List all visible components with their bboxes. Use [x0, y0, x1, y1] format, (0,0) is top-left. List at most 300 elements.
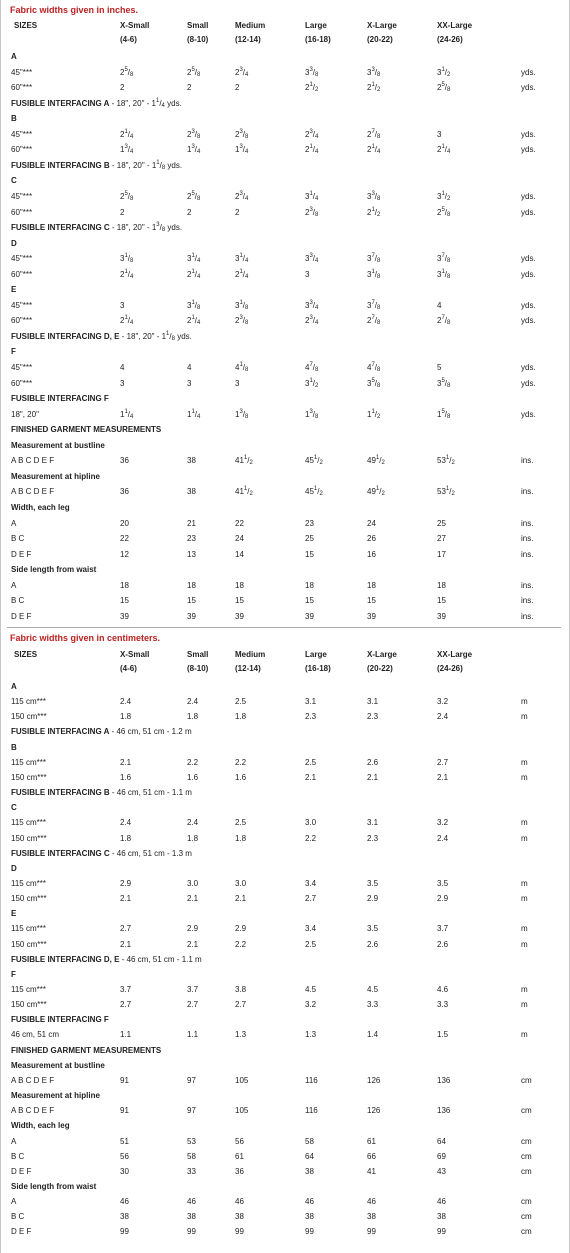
value-cell: $3^1/_4$: [187, 253, 201, 265]
value-cell: 2.7: [235, 1000, 247, 1010]
group-label-text: Width, each leg: [11, 502, 70, 512]
value-cell: $2^7/_8$: [437, 315, 451, 327]
value-cell: 36: [235, 1166, 244, 1176]
group-label: [11, 786, 192, 800]
value-cell: 2.9: [437, 894, 449, 904]
value-cell: 3.5: [367, 924, 379, 934]
row-label: 46 cm, 51 cm: [11, 1030, 60, 1040]
table-row: [1, 66, 570, 80]
value-cell: 2.7: [120, 924, 132, 934]
unit-cell: ins.: [521, 534, 534, 544]
row-label: 150 cm***: [11, 894, 47, 904]
table-row: [1, 1150, 570, 1164]
group-label-text: Measurement at hipline: [11, 471, 100, 481]
row-label: B C: [11, 534, 25, 544]
value-cell: 2.2: [305, 833, 317, 843]
row-label: 115 cm***: [11, 878, 46, 888]
group-label: [11, 847, 192, 861]
value-cell: 12: [120, 549, 129, 559]
value-cell: $1^3/_8$: [235, 408, 249, 420]
unit-cell: yds.: [521, 254, 536, 264]
value-cell: 3.1: [305, 697, 317, 707]
value-cell: $3^7/_8$: [367, 253, 381, 265]
group-label-detail: - 18", 20" - $1^1/_8$ yds.: [109, 159, 183, 171]
unit-cell: cm: [521, 1075, 532, 1085]
value-cell: $1^3/_4$: [187, 144, 201, 156]
value-cell: $4^7/_8$: [305, 362, 319, 373]
value-cell: 61: [367, 1136, 376, 1146]
table-row: [1, 485, 570, 499]
table-row: [1, 922, 570, 936]
row-label: B C: [11, 1151, 25, 1161]
value-cell: 38: [187, 1212, 196, 1222]
row-label: 45"***: [11, 191, 33, 201]
value-cell: 99: [437, 1227, 446, 1237]
unit-cell: m: [521, 757, 528, 767]
value-cell: 2.6: [367, 939, 379, 949]
value-cell: 97: [187, 1106, 196, 1116]
unit-cell: m: [521, 985, 528, 994]
value-cell: 15: [367, 596, 376, 606]
table-row: [1, 143, 570, 157]
value-cell: 22: [120, 534, 129, 544]
value-cell: 2.9: [187, 924, 199, 934]
value-cell: 2: [235, 207, 240, 217]
group-label-text: FINISHED GARMENT MEASUREMENTS: [11, 425, 162, 435]
value-cell: $3^1/_8$: [187, 299, 201, 311]
table-row: [1, 408, 570, 422]
value-cell: 56: [120, 1151, 129, 1161]
table-row: [1, 190, 570, 204]
section-divider: [7, 627, 561, 628]
size-name: Medium: [235, 650, 266, 659]
table-row: [1, 548, 570, 562]
value-cell: 26: [367, 534, 376, 544]
value-cell: 2.4: [120, 697, 132, 707]
group-label: [11, 1013, 109, 1027]
value-cell: 3.2: [305, 1000, 317, 1010]
unit-cell: ins.: [521, 580, 534, 590]
group-label-detail: - 46 cm, 51 cm - 1.1 m: [119, 954, 202, 964]
value-cell: 1.8: [187, 833, 199, 843]
sizes-header: SIZES: [14, 21, 38, 30]
group-label-text: D: [11, 238, 17, 248]
value-cell: 1.8: [120, 712, 132, 722]
section-title: Fabric widths given in centimeters.: [10, 633, 161, 643]
row-label: 115 cm***: [11, 697, 46, 707]
size-column-header: [235, 19, 265, 47]
value-cell: 3: [120, 300, 125, 310]
unit-cell: yds.: [521, 129, 536, 139]
table-row: [1, 1104, 570, 1118]
size-name: X-Small: [120, 650, 150, 659]
size-range: (16-18): [305, 664, 331, 673]
value-cell: 21: [187, 518, 196, 528]
value-cell: 2.1: [120, 757, 132, 767]
group-label: [11, 392, 109, 406]
size-range: (24-26): [437, 35, 463, 44]
size-column-header: [367, 648, 397, 676]
value-cell: $4^7/_8$: [367, 362, 381, 373]
value-cell: 23: [187, 534, 196, 544]
value-cell: $3^7/_8$: [437, 253, 451, 265]
value-cell: 99: [235, 1227, 244, 1237]
value-cell: 2.3: [367, 712, 379, 722]
value-cell: 15: [305, 596, 314, 606]
value-cell: $1^3/_4$: [235, 144, 249, 156]
size-range: (20-22): [367, 35, 393, 44]
value-cell: $2^3/_4$: [235, 66, 249, 78]
value-cell: 3.7: [437, 924, 449, 934]
value-cell: $2^7/_8$: [367, 315, 381, 327]
row-label: D E F: [11, 1227, 32, 1237]
group-label: [11, 283, 16, 297]
table-row: [1, 454, 570, 468]
size-range: (8-10): [187, 35, 209, 44]
value-cell: 2.2: [235, 757, 247, 767]
row-label: D E F: [11, 611, 32, 621]
value-cell: $3^5/_8$: [367, 377, 381, 389]
value-cell: 30: [120, 1166, 129, 1176]
value-cell: 91: [120, 1106, 129, 1116]
unit-cell: yds.: [521, 378, 536, 388]
value-cell: 136: [437, 1106, 451, 1116]
group-label: [11, 97, 182, 111]
group-label: [11, 345, 16, 359]
value-cell: 64: [437, 1136, 446, 1146]
group-label-text: Side length from waist: [11, 1181, 97, 1191]
value-cell: 2.4: [437, 712, 449, 722]
size-column-header: [437, 648, 472, 676]
value-cell: 2.2: [235, 939, 247, 949]
value-cell: 2.6: [437, 939, 449, 949]
value-cell: 105: [235, 1106, 249, 1116]
value-cell: $49^1/_2$: [367, 455, 385, 467]
value-cell: 53: [187, 1136, 196, 1146]
unit-cell: yds.: [521, 67, 536, 77]
value-cell: 4.5: [305, 985, 317, 994]
row-label: A: [11, 580, 17, 590]
row-label: 115 cm***: [11, 818, 46, 828]
group-label: [11, 237, 17, 251]
sizes-header: SIZES: [14, 650, 38, 659]
group-label-text: C: [11, 176, 17, 186]
value-cell: 3: [235, 378, 240, 388]
value-cell: $3^1/_4$: [235, 253, 249, 265]
value-cell: $2^1/_2$: [367, 206, 381, 218]
unit-cell: ins.: [521, 611, 534, 621]
value-cell: 3.8: [235, 985, 247, 994]
value-cell: $2^1/_4$: [235, 268, 249, 280]
value-cell: 3.4: [305, 878, 317, 888]
row-label: A B C D E F: [11, 456, 55, 466]
value-cell: 17: [437, 549, 446, 559]
size-column-header: [187, 648, 208, 676]
size-range: (12-14): [235, 664, 261, 673]
unit-cell: yds.: [521, 83, 536, 93]
value-cell: $41^1/_2$: [235, 455, 253, 467]
value-cell: 1.1: [120, 1030, 132, 1040]
group-label: [11, 563, 96, 577]
value-cell: 3: [120, 378, 125, 388]
table-row: [1, 1028, 570, 1042]
value-cell: $3^1/_8$: [235, 299, 249, 311]
group-label-detail: - 46 cm, 51 cm - 1.2 m: [109, 727, 192, 737]
group-label: [11, 907, 16, 921]
value-cell: 1.6: [120, 772, 132, 782]
value-cell: 126: [367, 1075, 381, 1085]
row-label: A: [11, 518, 17, 528]
group-label-text: D: [11, 863, 17, 873]
size-column-header: [305, 19, 331, 47]
group-label: [11, 439, 105, 453]
value-cell: $2^1/_4$: [305, 144, 319, 156]
table-row: [1, 579, 570, 593]
group-label-text: FUSIBLE INTERFACING F: [11, 1015, 109, 1025]
value-cell: 61: [235, 1151, 244, 1161]
value-cell: $49^1/_2$: [367, 486, 385, 498]
unit-cell: ins.: [521, 518, 534, 528]
unit-cell: cm: [521, 1212, 532, 1222]
value-cell: $3^1/_8$: [120, 253, 134, 265]
value-cell: $3^1/_2$: [305, 377, 319, 389]
value-cell: 56: [235, 1136, 244, 1146]
value-cell: 3.3: [437, 1000, 449, 1010]
value-cell: 2: [235, 83, 240, 93]
value-cell: 3.4: [305, 924, 317, 934]
value-cell: 2.9: [235, 924, 247, 934]
value-cell: $2^5/_8$: [437, 82, 451, 94]
group-label-detail: - 18", 20" - $1^1/_8$ yds.: [119, 330, 192, 342]
group-label: [11, 470, 100, 484]
value-cell: 3.5: [437, 878, 449, 888]
size-name: Small: [187, 21, 209, 30]
table-row: [1, 695, 570, 709]
group-label-text: Measurement at hipline: [11, 1091, 100, 1101]
group-label: [11, 1180, 96, 1194]
size-column-header: [437, 19, 472, 47]
value-cell: 18: [120, 580, 129, 590]
unit-cell: yds.: [521, 300, 536, 310]
value-cell: $2^3/_8$: [235, 128, 249, 140]
group-label-text: Width, each leg: [11, 1121, 70, 1131]
value-cell: 18: [235, 580, 244, 590]
value-cell: 2.3: [367, 833, 379, 843]
row-label: 45"***: [11, 300, 33, 310]
value-cell: 4: [120, 363, 125, 372]
value-cell: $3^1/_2$: [437, 66, 451, 78]
value-cell: 2.7: [437, 757, 449, 767]
value-cell: 2.7: [305, 894, 317, 904]
size-range: (20-22): [367, 664, 393, 673]
value-cell: 38: [305, 1212, 314, 1222]
group-label: [11, 1044, 161, 1058]
unit-cell: cm: [521, 1197, 532, 1207]
value-cell: $2^3/_4$: [305, 315, 319, 327]
value-cell: 2.4: [187, 818, 199, 828]
unit-cell: yds.: [521, 191, 536, 201]
group-label: [11, 680, 17, 694]
value-cell: $2^1/_4$: [120, 128, 134, 140]
value-cell: $2^5/_8$: [120, 190, 134, 202]
value-cell: 58: [187, 1151, 196, 1161]
value-cell: $45^1/_2$: [305, 455, 323, 467]
value-cell: $2^3/_4$: [305, 128, 319, 140]
value-cell: 99: [187, 1227, 196, 1237]
unit-cell: yds.: [521, 269, 536, 279]
value-cell: 5: [437, 363, 442, 372]
table-row: [1, 1210, 570, 1224]
group-label-detail: - 46 cm, 51 cm - 1.3 m: [109, 848, 192, 858]
group-label-text: B: [11, 114, 17, 124]
row-label: 115 cm***: [11, 924, 46, 934]
value-cell: $2^1/_2$: [367, 82, 381, 94]
unit-cell: cm: [521, 1166, 532, 1176]
value-cell: 2.1: [187, 894, 199, 904]
value-cell: 1.3: [235, 1030, 247, 1040]
table-row: [1, 314, 570, 328]
group-label: [11, 112, 17, 126]
value-cell: 3.0: [235, 878, 247, 888]
size-range: (4-6): [120, 35, 137, 44]
group-label: [11, 1089, 100, 1103]
value-cell: 2.1: [305, 772, 317, 782]
value-cell: 3.0: [305, 818, 317, 828]
unit-cell: cm: [521, 1106, 532, 1116]
group-label-text: F: [11, 347, 16, 357]
size-name: Large: [305, 21, 327, 30]
size-name: XX-Large: [437, 650, 473, 659]
value-cell: 15: [187, 596, 196, 606]
table-row: [1, 983, 570, 997]
group-label-text: F: [11, 969, 16, 979]
value-cell: 18: [367, 580, 376, 590]
value-cell: $2^5/_8$: [120, 66, 134, 78]
group-label-detail: - 46 cm, 51 cm - 1.1 m: [109, 788, 192, 798]
value-cell: 46: [187, 1197, 196, 1207]
size-range: (24-26): [437, 664, 463, 673]
value-cell: $2^3/_8$: [187, 128, 201, 140]
group-label-text: C: [11, 803, 17, 813]
table-row: [1, 268, 570, 282]
value-cell: 4: [437, 300, 442, 310]
value-cell: 15: [120, 596, 129, 606]
value-cell: 1.6: [235, 772, 247, 782]
value-cell: 105: [235, 1075, 249, 1085]
value-cell: 1.8: [235, 833, 247, 843]
table-row: [1, 361, 570, 375]
value-cell: 15: [305, 549, 314, 559]
value-cell: 36: [120, 456, 129, 466]
size-column-header: [235, 648, 265, 676]
table-row: [1, 756, 570, 770]
value-cell: 46: [235, 1197, 244, 1207]
value-cell: 58: [305, 1136, 314, 1146]
unit-cell: m: [521, 772, 528, 782]
section-title: Fabric widths given in inches.: [10, 5, 139, 15]
value-cell: 1.8: [120, 833, 132, 843]
value-cell: $3^1/_8$: [367, 268, 381, 280]
value-cell: 46: [437, 1197, 446, 1207]
row-label: 45"***: [11, 363, 33, 372]
value-cell: $1^1/_4$: [187, 408, 201, 420]
value-cell: 24: [235, 534, 244, 544]
value-cell: 4: [187, 363, 192, 372]
value-cell: 69: [437, 1151, 446, 1161]
value-cell: $45^1/_2$: [305, 486, 323, 498]
table-row: [1, 877, 570, 891]
value-cell: 38: [235, 1212, 244, 1222]
group-label-detail: - 18", 20" - $1^1/_4$ yds.: [109, 97, 182, 109]
value-cell: 24: [367, 518, 376, 528]
value-cell: $41^1/_2$: [235, 486, 253, 498]
value-cell: $2^1/_4$: [120, 315, 134, 327]
row-label: 60"***: [11, 316, 33, 326]
unit-cell: ins.: [521, 596, 534, 606]
value-cell: $2^1/_4$: [367, 144, 381, 156]
value-cell: $2^1/_4$: [187, 315, 201, 327]
value-cell: 38: [367, 1212, 376, 1222]
row-label: A B C D E F: [11, 1106, 55, 1116]
row-label: A: [11, 1136, 17, 1146]
value-cell: 38: [187, 456, 196, 466]
value-cell: $2^1/_4$: [120, 268, 134, 280]
value-cell: 91: [120, 1075, 129, 1085]
group-label-text: Measurement at bustline: [11, 440, 105, 450]
value-cell: 2.1: [120, 939, 132, 949]
unit-cell: m: [521, 894, 528, 904]
value-cell: 51: [120, 1136, 129, 1146]
value-cell: $2^3/_4$: [235, 190, 249, 202]
row-label: 45"***: [11, 254, 33, 264]
value-cell: 2.5: [235, 818, 247, 828]
value-cell: 3.7: [120, 985, 132, 994]
value-cell: 2.2: [187, 757, 199, 767]
value-cell: 18: [437, 580, 446, 590]
row-label: A B C D E F: [11, 1075, 55, 1085]
unit-cell: cm: [521, 1227, 532, 1237]
row-label: B C: [11, 596, 25, 606]
unit-cell: cm: [521, 1151, 532, 1161]
size-name: Large: [305, 650, 327, 659]
value-cell: 2.1: [120, 894, 132, 904]
value-cell: 13: [187, 549, 196, 559]
row-label: D E F: [11, 549, 32, 559]
group-label: [11, 801, 17, 815]
unit-cell: m: [521, 1030, 528, 1040]
value-cell: $2^3/_8$: [305, 206, 319, 218]
unit-cell: yds.: [521, 145, 536, 155]
size-column-header: [187, 19, 208, 47]
table-row: [1, 892, 570, 906]
size-name: X-Large: [367, 650, 397, 659]
value-cell: 2.7: [187, 1000, 199, 1010]
row-label: 60"***: [11, 269, 33, 279]
row-label: 60"***: [11, 83, 33, 93]
value-cell: 18: [187, 580, 196, 590]
value-cell: $2^1/_4$: [437, 144, 451, 156]
value-cell: 4.5: [367, 985, 379, 994]
unit-cell: ins.: [521, 549, 534, 559]
value-cell: $3^3/_8$: [367, 66, 381, 78]
table-row: [1, 938, 570, 952]
group-label: [11, 221, 182, 235]
value-cell: $3^3/_8$: [305, 66, 319, 78]
value-cell: 36: [120, 487, 129, 497]
value-cell: 25: [305, 534, 314, 544]
value-cell: 1.5: [437, 1030, 449, 1040]
size-range: (4-6): [120, 664, 137, 673]
